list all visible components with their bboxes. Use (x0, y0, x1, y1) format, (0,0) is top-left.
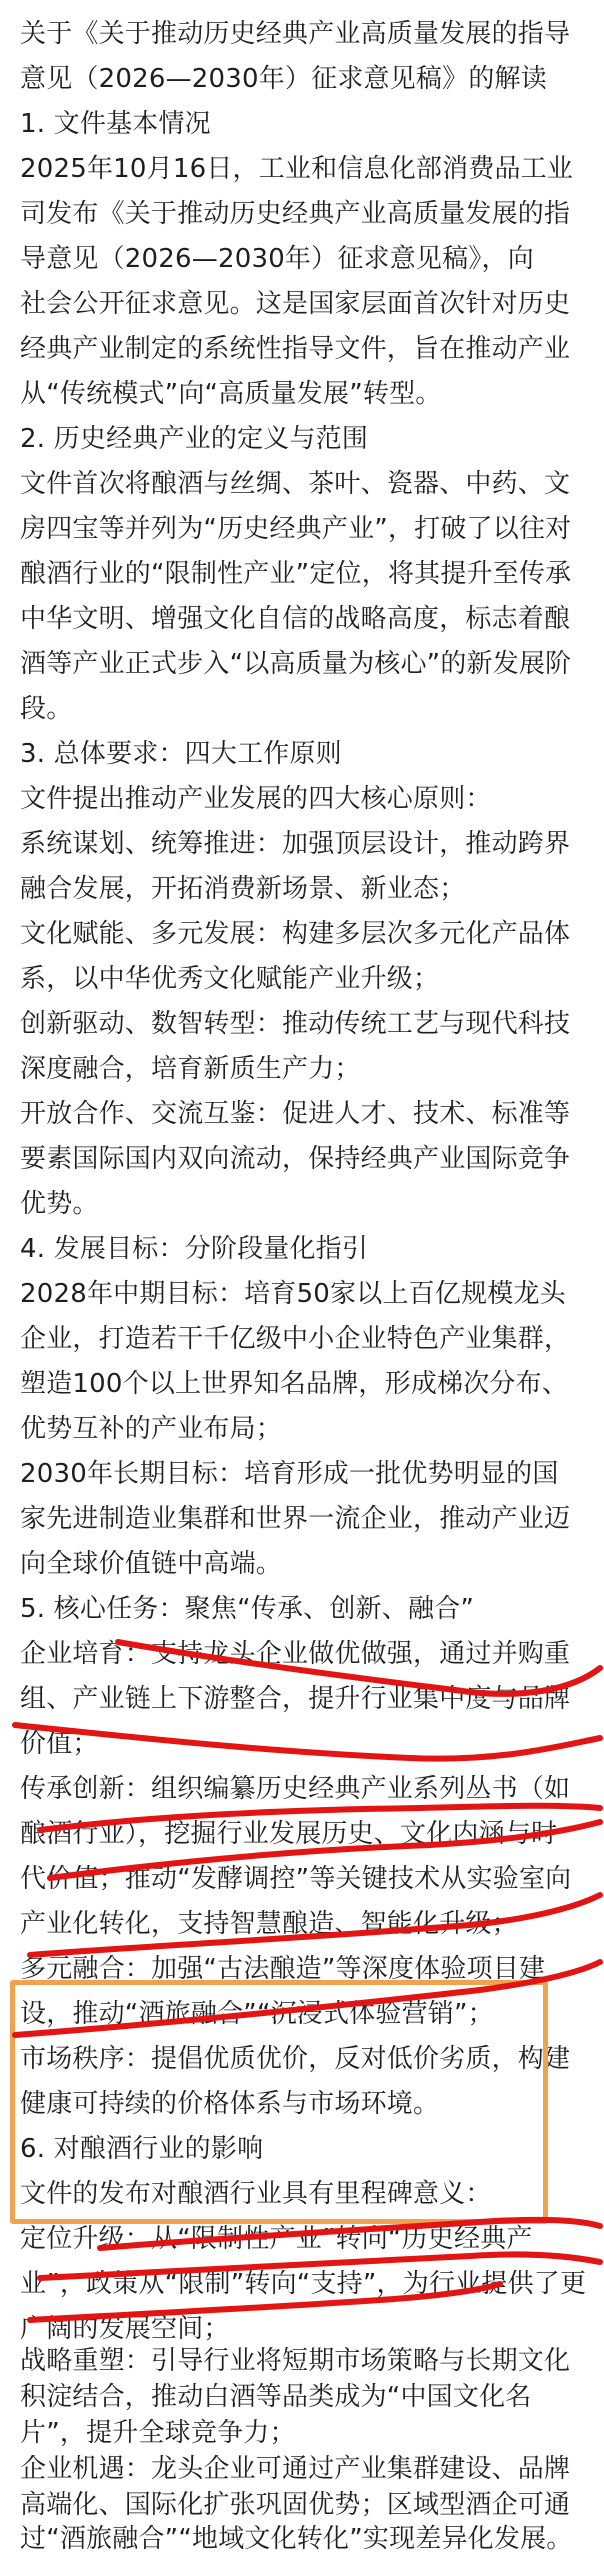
paragraph-line: 融合发展，开拓消费新场景、新业态； (20, 874, 466, 904)
paragraph-line: 广阔的发展空间； (20, 2314, 230, 2344)
paragraph-line: 房四宝等并列为“历史经典产业”，打破了以往对 (20, 514, 572, 544)
highlight-box (10, 1980, 548, 2224)
paragraph-line: 经典产业制定的系统性指导文件，旨在推动产业 (20, 334, 571, 364)
section-heading-5: 5. 核心任务：聚焦“传承、创新、融合” (20, 1594, 475, 1624)
paragraph-line: 业”，政策从“限制”转向“支持”，为行业提供了更 (20, 2269, 587, 2299)
paragraph-line: 系统谋划、统筹推进：加强顶层设计，推动跨界 (20, 829, 571, 859)
paragraph-line: 过“酒旅融合”“地域文化转化”实现差异化发展。 (20, 2524, 573, 2554)
paragraph-line: 组、产业链上下游整合，提升行业集中度与品牌 (20, 1684, 571, 1714)
paragraph-line: 文件首次将酿酒与丝绸、茶叶、瓷器、中药、文 (20, 469, 571, 499)
paragraph-line: 酿酒行业的“限制性产业”定位，将其提升至传承 (20, 559, 572, 589)
paragraph-line: 高端化、国际化扩张巩固优势；区域型酒企可通 (20, 2490, 571, 2520)
paragraph-line: 向全球价值链中高端。 (20, 1549, 283, 1579)
paragraph-line: 中华文明、增强文化自信的战略高度，标志着酿 (20, 604, 571, 634)
paragraph-line: 文件提出推动产业发展的四大核心原则： (20, 784, 492, 814)
paragraph-line: 2030年长期目标：培育形成一批优势明显的国 (20, 1459, 559, 1489)
title-line-1: 关于《关于推动历史经典产业高质量发展的指导 (20, 19, 571, 49)
section-heading-3: 3. 总体要求：四大工作原则 (20, 739, 342, 769)
paragraph-line: 战略重塑：引导行业将短期市场策略与长期文化 (20, 2346, 571, 2376)
paragraph-line: 酒等产业正式步入“以高质量为核心”的新发展阶 (20, 649, 572, 679)
paragraph-line: 司发布《关于推动历史经典产业高质量发展的指 (20, 199, 571, 229)
paragraph-line: 价值； (20, 1729, 99, 1759)
paragraph-line: 代价值；推动“发酵调控”等关键技术从实验室向 (20, 1864, 572, 1894)
paragraph-line: 社会公开征求意见。这是国家层面首次针对历史 (20, 289, 571, 319)
paragraph-line: 文件的发布对酿酒行业具有里程碑意义： (20, 2179, 492, 2209)
paragraph-line: 企业，打造若干千亿级中小企业特色产业集群， (20, 1324, 571, 1354)
paragraph-line: 优势。 (20, 1189, 99, 1219)
paragraph-line: 企业培育：支持龙头企业做优做强，通过并购重 (20, 1639, 571, 1669)
paragraph-line: 积淀结合，推动白酒等品类成为“中国文化名 (20, 2382, 532, 2412)
section-heading-2: 2. 历史经典产业的定义与范围 (20, 424, 369, 454)
paragraph-line: 片”，提升全球竞争力； (20, 2418, 296, 2448)
paragraph-line: 2025年10月16日，工业和信息化部消费品工业 (20, 154, 574, 184)
paragraph-line: 文化赋能、多元发展：构建多层次多元化产品体 (20, 919, 571, 949)
paragraph-line: 开放合作、交流互鉴：促进人才、技术、标准等 (20, 1099, 571, 1129)
section-heading-4: 4. 发展目标：分阶段量化指引 (20, 1234, 369, 1264)
paragraph-line: 塑造100个以上世界知名品牌，形成梯次分布、 (20, 1369, 569, 1399)
paragraph-line: 企业机遇：龙头企业可通过产业集群建设、品牌 (20, 2454, 571, 2484)
paragraph-line: 多元融合：加强“古法酿造”等深度体验项目建 (20, 1954, 546, 1984)
paragraph-line: 从“传统模式”向“高质量发展”转型。 (20, 379, 442, 409)
section-heading-6: 6. 对酿酒行业的影响 (20, 2134, 264, 2164)
paragraph-line: 酿酒行业），挖掘行业发展历史、文化内涵与时 (20, 1819, 558, 1849)
title-line-2: 意见（2026—2030年）征求意见稿》的解读 (20, 64, 547, 94)
paragraph-line: 家先进制造业集群和世界一流企业，推动产业迈 (20, 1504, 571, 1534)
paragraph-line: 创新驱动、数智转型：推动传统工艺与现代科技 (20, 1009, 571, 1039)
paragraph-line: 设，推动“酒旅融合”“沉浸式体验营销”； (20, 1999, 494, 2029)
paragraph-line: 传承创新：组织编纂历史经典产业系列丛书（如 (20, 1774, 571, 1804)
paragraph-line: 深度融合，培育新质生产力； (20, 1054, 361, 1084)
section-heading-1: 1. 文件基本情况 (20, 109, 211, 139)
paragraph-line: 导意见（2026—2030年）征求意见稿》，向 (20, 244, 534, 274)
paragraph-line: 系，以中华优秀文化赋能产业升级； (20, 964, 440, 994)
paragraph-line: 优势互补的产业布局； (20, 1414, 283, 1444)
paragraph-line: 2028年中期目标：培育50家以上百亿规模龙头 (20, 1279, 566, 1309)
paragraph-line: 要素国际国内双向流动，保持经典产业国际竞争 (20, 1144, 571, 1174)
paragraph-line: 段。 (20, 694, 73, 724)
paragraph-line: 市场秩序：提倡优质优价，反对低价劣质，构建 (20, 2044, 571, 2074)
paragraph-line: 健康可持续的价格体系与市场环境。 (20, 2089, 440, 2119)
paragraph-line: 产业化转化，支持智慧酿造、智能化升级； (20, 1909, 518, 1939)
paragraph-line: 定位升级：从“限制性产业”转向“历史经典产 (20, 2224, 533, 2254)
